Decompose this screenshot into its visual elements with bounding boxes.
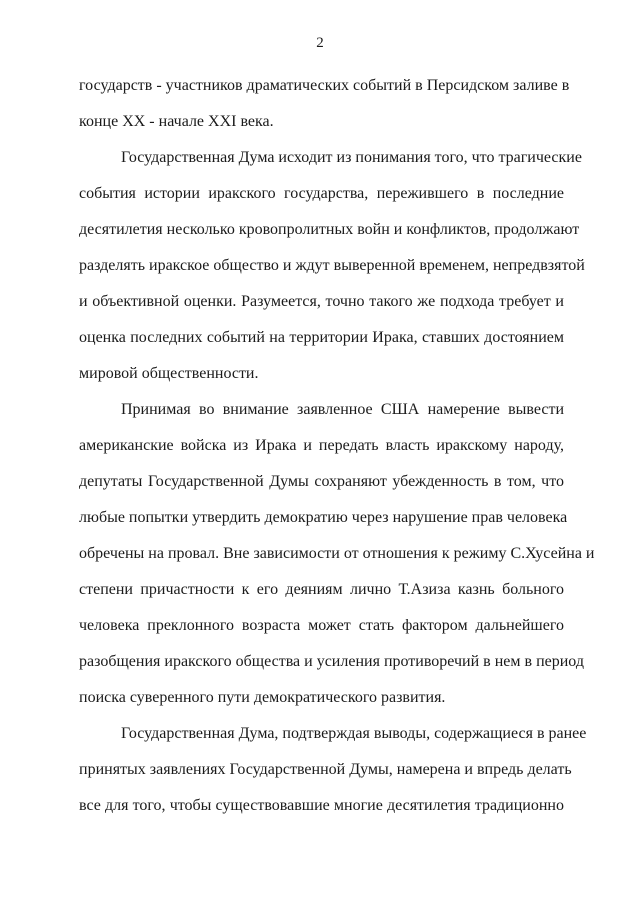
paragraph-2-line-3: десятилетия несколько кровопролитных войн и конфликтов, продолжают: [79, 221, 580, 238]
paragraph-3-line-6: степени причастности к его деяниям лично Т.Азиза казнь больного: [79, 581, 564, 598]
paragraph-1-line-2: конце XX - начале XXI века.: [79, 113, 274, 130]
paragraph-4-line-2: принятых заявлениях Государственной Думы, намерена и впредь делать: [79, 761, 572, 778]
paragraph-3-line-2: американские войска из Ирака и передать власть иракскому народу,: [79, 437, 564, 454]
page-number: 2: [316, 35, 324, 51]
paragraph-3-line-1: Принимая во внимание заявленное США намерение вывести: [121, 401, 564, 418]
paragraph-3-line-5: обречены на провал. Вне зависимости от отношения к режиму С.Хусейна и: [79, 545, 595, 562]
paragraph-2-line-2: события истории иракского государства, пережившего в последние: [79, 185, 564, 202]
paragraph-3-line-4: любые попытки утвердить демократию через нарушение прав человека: [79, 509, 568, 526]
paragraph-2-line-4: разделять иракское общество и ждут выверенной временем, непредвзятой: [79, 257, 585, 274]
paragraph-3-line-8: разобщения иракского общества и усиления противоречий в нем в период: [79, 653, 584, 670]
paragraph-2-line-7: мировой общественности.: [79, 365, 259, 382]
paragraph-3-line-3: депутаты Государственной Думы сохраняют убежденность в том, что: [79, 473, 564, 490]
paragraph-4-line-1: Государственная Дума, подтверждая выводы, содержащиеся в ранее: [121, 725, 587, 742]
paragraph-2-line-5: и объективной оценки. Разумеется, точно такого же подхода требует и: [79, 293, 564, 310]
paragraph-2-line-1: Государственная Дума исходит из понимания того, что трагические: [121, 149, 582, 166]
paragraph-2-line-6: оценка последних событий на территории Ирака, ставших достоянием: [79, 329, 564, 346]
paragraph-1-line-1: государств - участников драматических событий в Персидском заливе в: [79, 77, 570, 94]
paragraph-3-line-9: поиска суверенного пути демократического развития.: [79, 689, 446, 706]
paragraph-4-line-3: все для того, чтобы существовавшие многие десятилетия традиционно: [79, 797, 564, 814]
paragraph-3-line-7: человека преклонного возраста может стать фактором дальнейшего: [79, 617, 564, 634]
